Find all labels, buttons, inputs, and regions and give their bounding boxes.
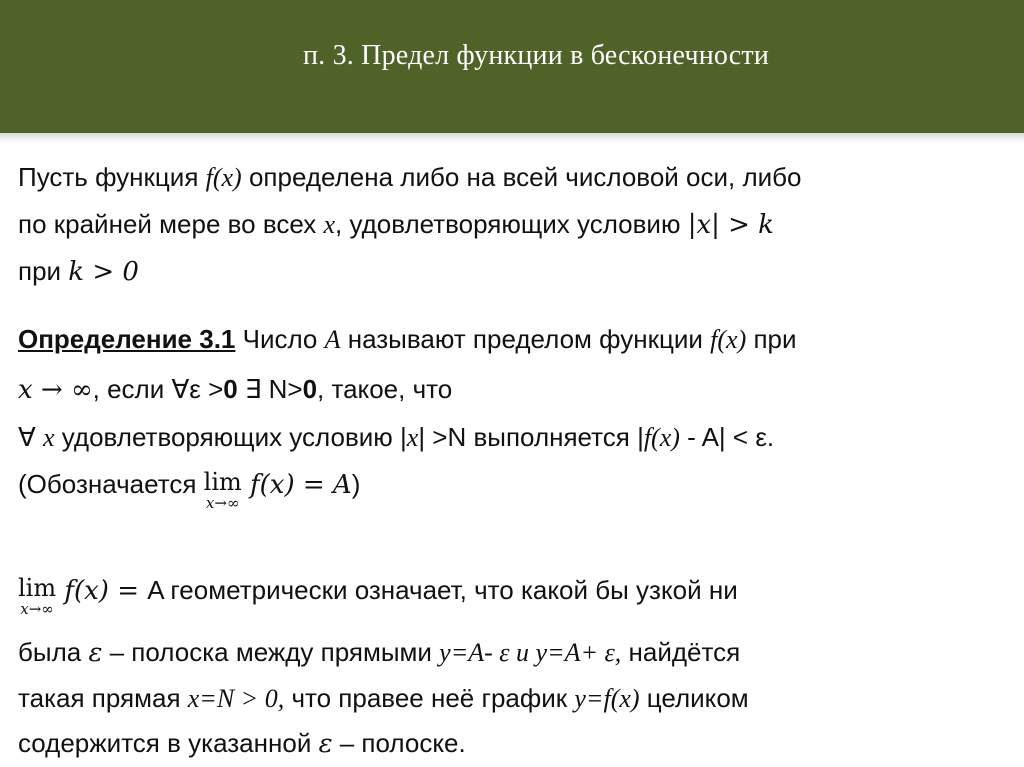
definition-line-3: ∀ x удовлетворяющих условию |x| >N выполняется |f(x) - A| < ε. bbox=[18, 422, 775, 452]
geometry-line-2: была ε – полоска между прямыми y=A- ε и y=A+ ε, найдётся bbox=[18, 637, 741, 668]
geometry-line-1: lim x→∞ f(x) = A геометрически означает, что какой бы узкой ни bbox=[18, 574, 738, 618]
intro-line-3: при k > 0 bbox=[18, 256, 139, 287]
slide-title: п. 3. Предел функции в бесконечности bbox=[303, 40, 770, 71]
geometry-line-3: такая прямая x=N > 0, что правее неё график y=f(x) целиком bbox=[18, 683, 749, 713]
limit-notation: lim x→∞ bbox=[18, 574, 57, 618]
definition-line-4: (Обозначается lim x→∞ f(x) = A) bbox=[18, 468, 361, 512]
condition-formula: |x| > k bbox=[687, 210, 774, 240]
intro-line-1: Пусть функция f(x) определена либо на всей числовой оси, либо bbox=[18, 162, 802, 192]
definition-line-1: Определение 3.1 Число A называют пределом функции f(x) при bbox=[18, 324, 797, 354]
geometry-line-4: содержится в указанной ε – полоске. bbox=[18, 728, 466, 759]
slide-header bbox=[0, 0, 1024, 133]
limit-notation: lim x→∞ bbox=[203, 468, 242, 512]
header-shadow bbox=[0, 133, 1024, 143]
definition-line-2: x → ∞, если ∀ε >0 ∃ N>0, такое, что bbox=[18, 374, 453, 405]
definition-title: Определение 3.1 bbox=[18, 324, 236, 354]
intro-line-2: по крайней мере во всех x, удовлетворяющих условию |x| > k bbox=[18, 209, 774, 240]
